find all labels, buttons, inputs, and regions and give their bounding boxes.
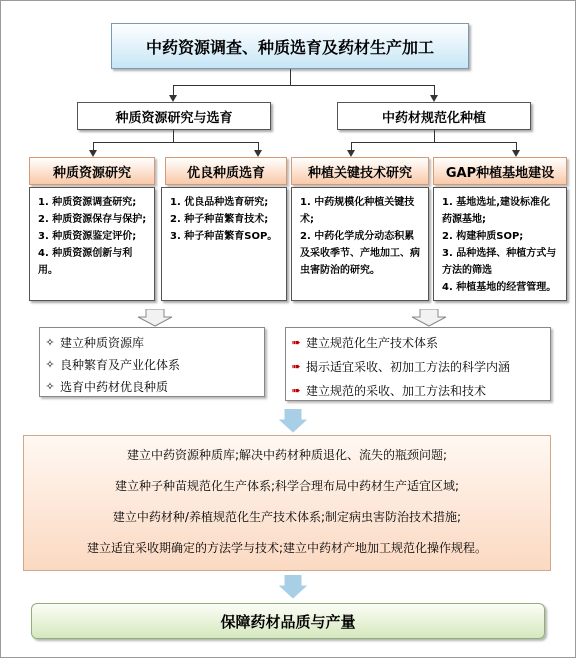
section-cultivation: 中药材规范化种植: [337, 102, 531, 130]
arrow-head: [512, 150, 520, 157]
diamond-star-icon: ✧: [45, 335, 55, 349]
list-item: ➠ 建立规范化生产技术体系: [286, 330, 550, 354]
detail-item: 3. 品种选择、种植方式与方法的筛选: [442, 248, 557, 276]
arrow-head: [89, 150, 97, 157]
detail-germplasm-research: [29, 187, 155, 301]
connector: [290, 69, 291, 85]
list-item: ➠ 建立规范的采收、加工方法和技术: [286, 378, 550, 402]
final-goal: 保障药材品质与产量: [31, 603, 545, 639]
block-arrow-left: [137, 309, 173, 327]
arrow-head: [169, 95, 177, 102]
detail-item: 2. 构建种质SOP;: [442, 231, 524, 242]
detail-key-technology: [291, 187, 429, 301]
detail-item: 3. 种质资源鉴定评价;: [38, 231, 137, 242]
summary-line: 建立适宜采收期确定的方法学与技术;建立中药材产地加工规范化操作规程。: [86, 541, 488, 555]
section-germplasm: 种质资源研究与选育: [77, 102, 271, 130]
arrow-head: [347, 150, 355, 157]
detail-item: 1. 种质资源调查研究;: [38, 197, 137, 208]
summary-box: [23, 435, 551, 571]
detail-item: 1. 中药规模化种植关键技术;: [300, 197, 415, 225]
block-arrow-bottom: [279, 575, 307, 599]
detail-item: 4. 种质资源创新与利用。: [38, 248, 133, 276]
connector: [173, 130, 174, 142]
detail-gap-base: [433, 187, 567, 301]
summary-line: 建立种子种苗规范化生产体系;科学合理布局中药材生产适宜区域;: [114, 479, 460, 493]
detail-item: 3. 种子种苗繁育SOP。: [170, 231, 278, 242]
sub-gap-base: GAP种植基地建设: [433, 157, 567, 185]
red-flag-icon: ➠: [291, 335, 301, 349]
sub-germplasm-research: 种质资源研究: [29, 157, 155, 185]
connector: [173, 85, 435, 86]
red-flag-icon: ➠: [291, 383, 301, 397]
results-left: [39, 327, 265, 397]
detail-item: 1. 基地选址,建设标准化药源基地;: [442, 197, 551, 225]
connector: [93, 142, 259, 143]
sub-elite-breeding: 优良种质选育: [165, 157, 287, 185]
diamond-star-icon: ✧: [45, 379, 55, 393]
diamond-star-icon: ✧: [45, 357, 55, 371]
results-right: [285, 327, 551, 401]
detail-item: 2. 种子种苗繁育技术;: [170, 214, 269, 225]
detail-item: 2. 种质资源保存与保护;: [38, 214, 147, 225]
diagram-title: 中药资源调查、种质选育及药材生产加工: [111, 23, 469, 69]
red-flag-icon: ➠: [291, 359, 301, 373]
list-item: ✧ 选育中药材优良种质: [40, 375, 264, 397]
block-arrow-center: [279, 409, 307, 433]
detail-elite-breeding: [161, 187, 287, 301]
list-item: ➠ 揭示适宜采收、初加工方法的科学内涵: [286, 354, 550, 378]
connector: [351, 142, 517, 143]
arrow-head: [254, 150, 262, 157]
arrow-head: [430, 95, 438, 102]
connector: [434, 130, 435, 142]
sub-key-technology: 种植关键技术研究: [291, 157, 429, 185]
detail-item: 4. 种植基地的经营管理。: [442, 282, 557, 293]
summary-line: 建立中药材种/养植规范化生产技术体系;制定病虫害防治技术措施;: [112, 510, 462, 524]
detail-item: 1. 优良品种选育研究;: [170, 197, 269, 208]
summary-line: 建立中药资源种质库;解决中药材种质退化、流失的瓶颈问题;: [126, 448, 448, 462]
list-item: ✧ 建立种质资源库: [40, 331, 264, 353]
list-item: ✧ 良种繁育及产业化体系: [40, 353, 264, 375]
detail-item: 2. 中药化学成分动态积累及采收季节、产地加工、病虫害防治的研究。: [300, 231, 420, 276]
block-arrow-right: [411, 309, 447, 327]
